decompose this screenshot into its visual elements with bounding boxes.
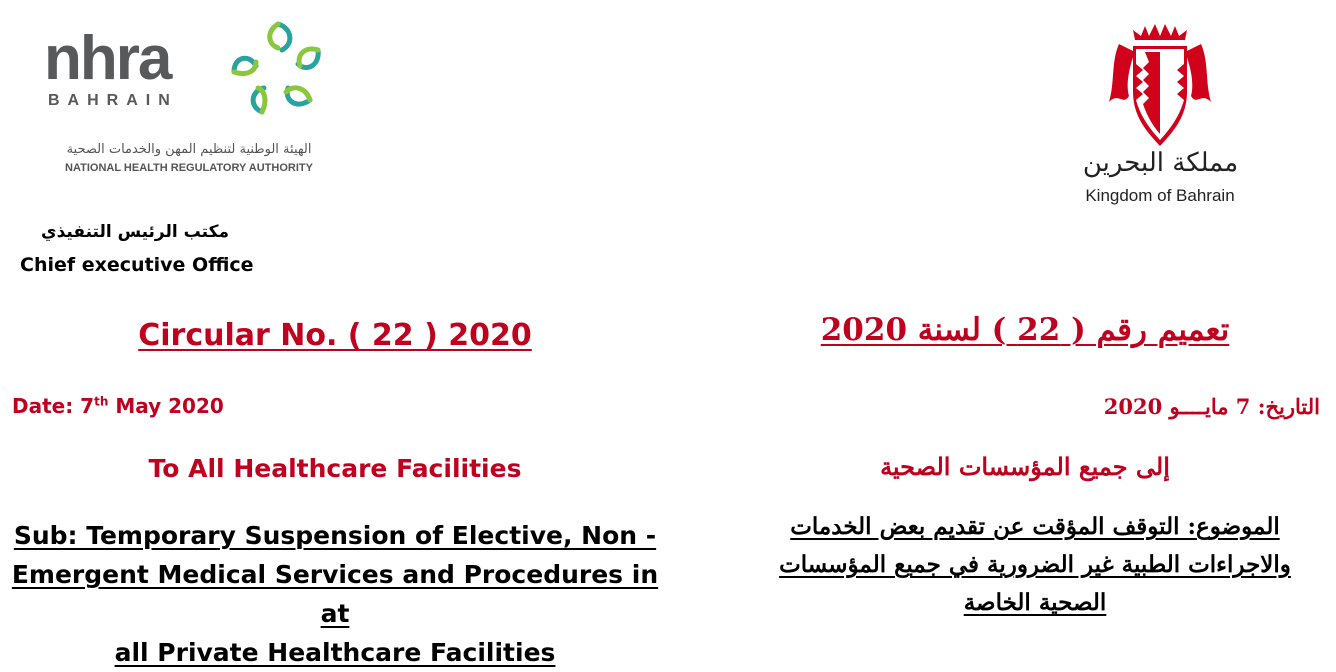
recipients-arabic: إلى جميع المؤسسات الصحية xyxy=(880,452,1170,481)
nhra-wordmark: nhra xyxy=(44,24,171,93)
date-arabic: التاريخ: 7 مايــــو 2020 xyxy=(1103,394,1320,419)
subject-arabic-line: الموضوع: التوقف المؤقت عن تقديم بعض الخدمات xyxy=(790,513,1280,540)
subject-arabic-line: الصحية الخاصة xyxy=(963,589,1107,616)
subject-english-line: all Private Healthcare Facilities xyxy=(114,638,556,667)
date-rest: May 2020 xyxy=(108,394,224,418)
office-english: Chief executive Office xyxy=(20,254,254,276)
nhra-country-label: BAHRAIN xyxy=(48,92,178,109)
subject-arabic-line: والاجراءات الطبية غير الضرورية في جميع المؤسسات xyxy=(779,551,1291,578)
subject-english-line: Emergent Medical Services and Procedures in at xyxy=(11,560,659,628)
nhra-english-name: NATIONAL HEALTH REGULATORY AUTHORITY xyxy=(65,162,313,174)
date-english xyxy=(12,394,224,418)
circular-title-english: Circular No. ( 22 ) 2020 xyxy=(138,318,532,353)
nhra-flower-icon xyxy=(222,14,334,126)
nhra-arabic-name: الهيئة الوطنية لتنظيم المهن والخدمات الصحية xyxy=(66,142,312,157)
kingdom-english-label: Kingdom of Bahrain xyxy=(1085,186,1235,205)
circular-title-arabic: تعميم رقم ( 22 ) لسنة 2020 xyxy=(820,312,1230,348)
subject-arabic xyxy=(740,508,1330,622)
subject-english xyxy=(10,516,660,672)
date-suffix: th xyxy=(94,394,109,409)
recipients-english: To All Healthcare Facilities xyxy=(148,454,522,483)
bahrain-emblem-icon xyxy=(1105,22,1215,152)
subject-english-line: Sub: Temporary Suspension of Elective, Non - xyxy=(13,521,657,550)
office-arabic: مكتب الرئيس التنفيذي xyxy=(41,222,229,242)
date-label: Date: 7 xyxy=(12,394,95,418)
kingdom-arabic-label: مملكة البحرين xyxy=(1082,148,1239,178)
